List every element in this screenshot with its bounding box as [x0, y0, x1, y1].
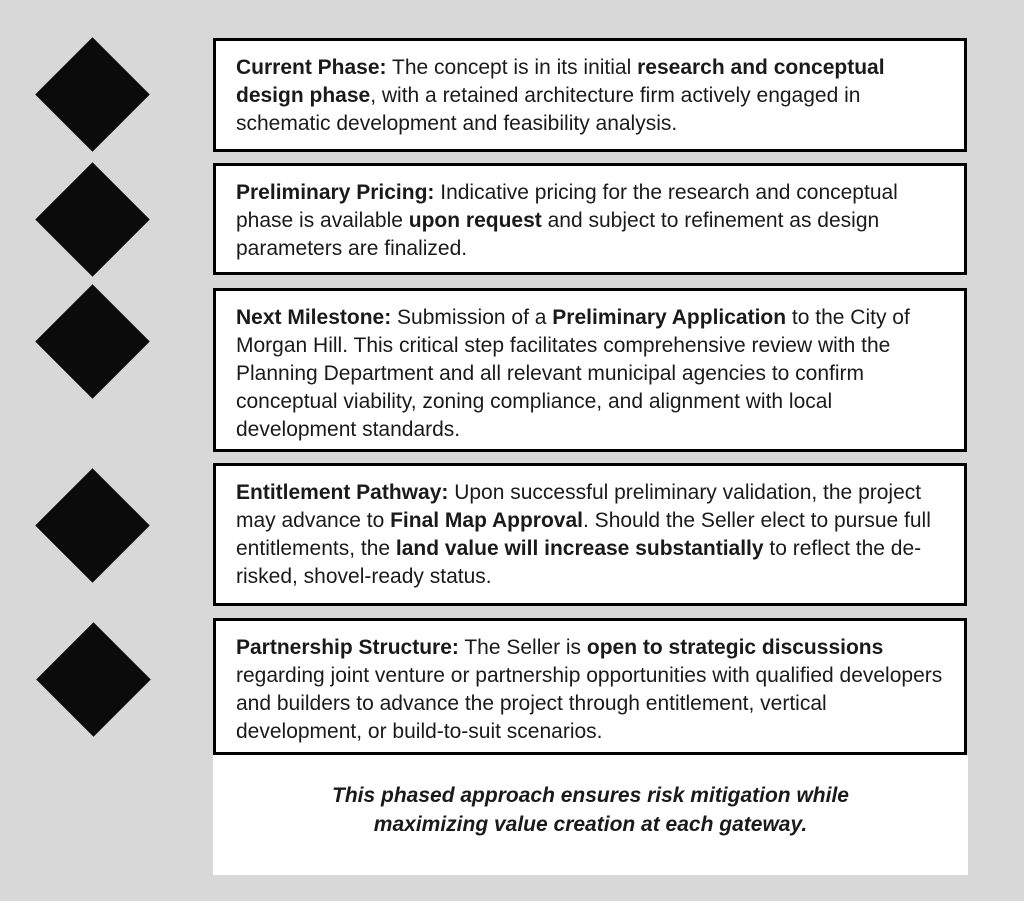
text-segment: to reflect the de-risked, shovel-ready status.: [236, 537, 922, 588]
footer-panel: [213, 755, 968, 875]
text-segment: Current Phase:: [236, 56, 387, 79]
text-segment: Entitlement Pathway:: [236, 481, 449, 504]
diamond-icon: [36, 622, 151, 737]
text-segment: Preliminary Pricing:: [236, 181, 435, 204]
text-segment: The concept is in its initial: [386, 56, 638, 79]
text-segment: The Seller is: [458, 636, 587, 659]
text-segment: Final Map Approval: [390, 509, 584, 532]
text-segment: research and conceptual design phase: [236, 56, 885, 107]
info-box-text: [236, 179, 944, 263]
text-segment: regarding joint venture or partnership opportunities with qualified developers and builders to advance the project through entitlement, vertical development, or build-to-suit scenarios.: [236, 664, 943, 743]
diamond-icon: [35, 37, 150, 152]
text-segment: and subject to refinement as design parameters are finalized.: [236, 209, 880, 260]
info-box-text: [236, 304, 944, 444]
info-box-text: [236, 54, 944, 138]
info-box-text: [236, 634, 944, 746]
text-segment: Preliminary Application: [552, 306, 787, 329]
text-segment: Indicative pricing for the research and conceptual phase is available: [236, 181, 898, 232]
text-segment: land value will increase substantially: [395, 537, 764, 560]
diamond-icon: [35, 284, 150, 399]
text-segment: open to strategic discussions: [586, 636, 884, 659]
text-segment: to the City of Morgan Hill. This critical step facilitates comprehensive review with the Planning Department and all relevant municipal agencies to confirm conceptual viability, zoning compliance, and alignment with local development standards.: [236, 306, 910, 441]
text-segment: upon request: [408, 209, 542, 232]
text-segment: Submission of a: [391, 306, 553, 329]
info-box-entitlement-pathway: [213, 463, 967, 606]
info-box-next-milestone: [213, 288, 967, 452]
text-segment: Upon successful preliminary validation, the project may advance to: [236, 481, 922, 532]
text-segment: . Should the Seller elect to pursue full entitlements, the: [236, 509, 931, 560]
text-segment: Next Milestone:: [236, 306, 392, 329]
info-box-current-phase: [213, 38, 967, 152]
text-segment: Partnership Structure:: [236, 636, 459, 659]
footer-summary-text: This phased approach ensures risk mitigation while maximizing value creation at each gateway.: [332, 784, 849, 836]
info-box-preliminary-pricing: [213, 163, 967, 275]
diamond-icon: [35, 468, 150, 583]
text-segment: , with a retained architecture firm actively engaged in schematic development and feasibility analysis.: [236, 84, 861, 135]
info-box-text: [236, 479, 944, 591]
info-box-partnership-structure: [213, 618, 967, 755]
diamond-icon: [35, 162, 150, 277]
